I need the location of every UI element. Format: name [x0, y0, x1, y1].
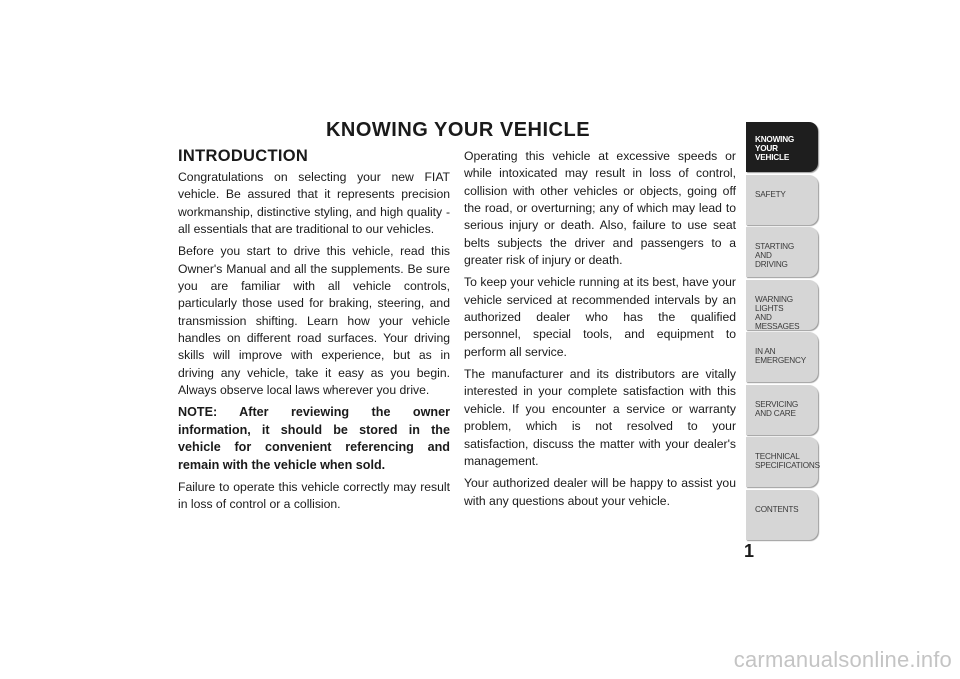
tab-label: WARNING LIGHTS AND MESSAGES: [755, 294, 800, 331]
tab-label: SAFETY: [755, 189, 786, 199]
tab-label: CONTENTS: [755, 504, 799, 514]
tab-safety[interactable]: [746, 175, 818, 225]
page-title: KNOWING YOUR VEHICLE: [325, 119, 591, 141]
tab-label: TECHNICAL SPECIFICATIONS: [755, 452, 820, 470]
tab-contents[interactable]: [746, 490, 818, 540]
tab-label: IN AN EMERGENCY: [755, 347, 806, 365]
section-heading-introduction: INTRODUCTION: [178, 147, 309, 165]
page-number: 1: [744, 541, 755, 561]
right-paragraph-4: Your authorized dealer will be happy to assist you with any questions about your vehicle.: [464, 476, 736, 508]
intro-paragraph-2: Before you start to drive this vehicle, read this Owner's Manual and all the supplements. Be sure you are familiar with all vehicle controls, particularly those used for braking, steering, and transmission shifting. Learn how your vehicle handles on different road surfaces. Your driving skills will improve with experience, but as in driving any vehicle, take it easy as you begin. Always observe local laws wherever you drive.: [178, 244, 450, 398]
tab-servicing-and-care[interactable]: [746, 385, 818, 435]
tab-in-an-emergency[interactable]: [746, 332, 818, 382]
watermark: carmanualsonline.info: [733, 647, 952, 672]
tab-technical-specifications[interactable]: [746, 437, 818, 487]
tab-label: SERVICING AND CARE: [755, 399, 799, 418]
right-paragraph-1: Operating this vehicle at excessive speeds or while intoxicated may result in loss of control, collision with other vehicles or objects, going off the road, or overturning; any of which may lead to serious injury or death. Also, failure to use seat belts subjects the driver and passengers to a greater risk of injury or death.: [464, 149, 736, 268]
right-paragraph-3: The manufacturer and its distributors are vitally interested in your complete satisfaction with this vehicle. If you encounter a service or warranty problem, which is not resolved to your satisfaction, discuss the matter with your dealer's management.: [464, 367, 736, 468]
right-paragraph-2: To keep your vehicle running at its best, have your vehicle serviced at recommended intervals by an authorized dealer who has the qualified personnel, special tools, and equipment to perform all service.: [464, 275, 736, 359]
right-column: [464, 148, 736, 515]
tab-starting-and-driving[interactable]: [746, 227, 818, 277]
tab-knowing-your-vehicle[interactable]: [746, 122, 818, 172]
tab-warning-lights-and-messages[interactable]: [746, 280, 818, 330]
intro-paragraph-1: Congratulations on selecting your new FIAT vehicle. Be assured that it represents precision workmanship, distinctive styling, and high quality - all essentials that are traditional to our vehicles.: [178, 170, 450, 237]
tab-label: KNOWING YOUR VEHICLE: [755, 135, 795, 162]
chapter-tabs: [746, 122, 818, 542]
note-paragraph: NOTE: After reviewing the owner information, it should be stored in the vehicle for convenient referencing and remain with the vehicle when sold.: [178, 405, 450, 472]
left-column: [178, 146, 450, 519]
tab-label: STARTING AND DRIVING: [755, 242, 795, 269]
intro-paragraph-3: Failure to operate this vehicle correctly may result in loss of control or a collision.: [178, 479, 450, 512]
